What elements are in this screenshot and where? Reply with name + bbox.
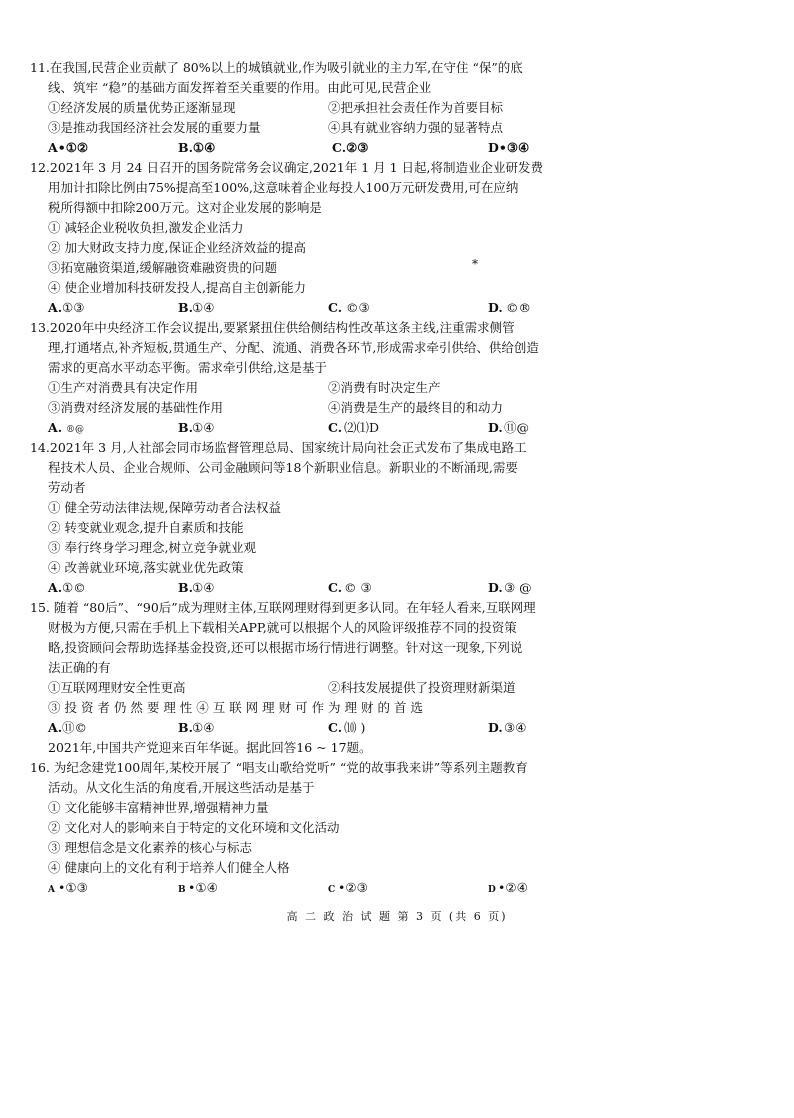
q11-option-1: ①经济发展的质量优势正逐渐显现 [48,100,236,115]
q12-answers [0,298,794,318]
q12-choice-d: ©® [506,300,531,315]
q12-option-row1 [0,218,794,238]
q14-stem-cont2 [0,478,794,498]
q16-choice-b: •①④ [188,880,218,895]
q16-choice-a-label: A [48,885,55,895]
q13-stem [0,318,794,338]
q14-choice-a: ①© [62,580,86,595]
q14-stem [0,438,794,458]
q11-choice-c: C.②③ [332,140,369,155]
q15-stem [0,598,794,618]
q14-choice-b-label: B. [178,580,193,595]
q12-choice-c: ©③ [346,300,370,315]
q11-choice-b: B.①④ [178,140,216,155]
group-intro [0,738,794,758]
q15-option-3-4: ③ 投 资 者 仍 然 要 理 性 ④ 互 联 网 理 财 可 作 为 理 财 的 首 选 [48,700,423,715]
q15-choice-d-label: D. [488,720,503,735]
q13-choice-b-label: B. [178,420,193,435]
q14-option-3: ③ 奉行终身学习理念,树立竞争就业观 [48,540,256,555]
q16-answers [0,878,794,898]
q16-stem-cont1 [0,778,794,798]
q13-options-row2 [0,398,794,418]
q16-choice-c-label: C [328,885,336,895]
q11-stem [0,58,794,78]
q14-stem-line1: 14.2021年 3 月,人社部会同市场监督管理总局、国家统计局向社会正式发布了集成电路工 [30,440,527,455]
q13-choice-d-label: D. [488,420,503,435]
q15-options-row2 [0,698,794,718]
q12-choice-c-label: C. [328,300,343,315]
q14-option-row3 [0,538,794,558]
q15-stem-cont2 [0,638,794,658]
q12-stem-cont1 [0,178,794,198]
q14-choice-d-label: D. [488,580,503,595]
q16-stem-line2: 活动。从文化生活的角度看,开展这些活动是基于 [48,780,315,795]
q15-choice-a: ⑪© [62,720,88,735]
q14-choice-c-label: C. [328,580,343,595]
q12-choice-d-label: D. [488,300,503,315]
q11-stem-line1: 11.在我国,民营企业贡献了 80%以上的城镇就业,作为吸引就业的主力军,在守住 “保”的底 [30,60,523,75]
q13-option-4: ④消费是生产的最终目的和动力 [328,400,504,415]
q12-option-3: ③拓宽融资渠道,缓解融资难融资贵的问题 [48,260,277,275]
q13-stem-cont1 [0,338,794,358]
q11-option-3: ③是推动我国经济社会发展的重要力量 [48,120,261,135]
q14-stem-line3: 劳动者 [48,480,86,495]
q13-option-3: ③消费对经济发展的基础性作用 [48,400,224,415]
q16-choice-a: •①③ [58,880,88,895]
q11-stem-line2: 线、筑牢 “稳”的基础方面发挥着至关重要的作用。由此可见,民营企业 [48,80,432,95]
q12-choice-a: ①③ [62,300,85,315]
q14-option-2: ② 转变就业观念,提升自素质和技能 [48,520,244,535]
q12-option-row3 [0,258,794,278]
q16-choice-c: •②③ [338,880,368,895]
q16-stem-line1: 16. 为纪念建党100周年,某校开展了 “唱支山歌给党听” “党的故事我来讲”等系列主题教育 [30,760,528,775]
q15-stem-line2: 财极为方便,只需在手机上下载相关APP,就可以根据个人的风险评级推荐不同的投资策 [48,620,517,635]
q15-stem-line3: 略,投资顾问会帮助选择基金投资,还可以根据市场行情进行调整。针对这一现象,下列说 [48,640,523,655]
q15-stem-cont1 [0,618,794,638]
q15-choice-a-label: A. [48,720,63,735]
q15-option-1: ①互联网理财安全性更高 [48,680,186,695]
q14-choice-b: ①④ [192,580,215,595]
q11-stem-cont [0,78,794,98]
q13-stem-line3: 需求的更高水平动态平衡。需求牵引供给,这是基于 [48,360,327,375]
q13-choice-d: ⑪@ [504,420,530,435]
q15-answers [0,718,794,738]
q11-choice-d: D•③④ [488,140,530,155]
q16-option-1: ① 文化能够丰富精神世界,增强精神力量 [48,800,269,815]
q15-choice-c-label: C. [328,720,343,735]
q13-option-2: ②消费有时决定生产 [328,380,441,395]
q15-options-row1 [0,678,794,698]
q14-option-1: ① 健全劳动法律法规,保障劳动者合法权益 [48,500,281,515]
q11-choice-a: A•①② [48,140,89,155]
q15-option-2: ②科技发展提供了投资理财新渠道 [328,680,516,695]
q12-stem-line1: 12.2021年 3 月 24 日召开的国务院常务会议确定,2021年 1 月 1 日起,将制造业企业研发费 [30,160,544,175]
q15-choice-b: ①④ [192,720,215,735]
q12-option-2: ② 加大财政支持力度,保证企业经济效益的提高 [48,240,306,255]
q11-options-row1 [0,98,794,118]
q15-stem-line4: 法正确的有 [48,660,111,675]
q13-choice-b: ①④ [192,420,215,435]
q12-stem-line3: 税所得额中扣除200万元。这对企业发展的影响是 [48,200,322,215]
q14-option-row1 [0,498,794,518]
q13-stem-cont2 [0,358,794,378]
q13-choice-a-label: A. [48,420,63,435]
q13-options-row1 [0,378,794,398]
q15-stem-cont3 [0,658,794,678]
q16-choice-d: •②④ [498,880,528,895]
q16-option-row2 [0,818,794,838]
q12-option-row4 [0,278,794,298]
q16-option-row3 [0,838,794,858]
q12-choice-b: ①④ [192,300,215,315]
q16-option-row4 [0,858,794,878]
q13-answers [0,418,794,438]
q16-stem [0,758,794,778]
q12-stem-cont2 [0,198,794,218]
q12-option-row2 [0,238,794,258]
q12-option-4: ④ 使企业增加科技研发投人,提高自主创新能力 [48,280,306,295]
q16-choice-d-label: D [488,885,496,895]
q14-option-row2 [0,518,794,538]
q14-stem-cont1 [0,458,794,478]
q12-choice-a-label: A. [48,300,63,315]
q15-choice-b-label: B. [178,720,193,735]
q11-option-4: ④具有就业容纳力强的显著特点 [328,120,504,135]
q14-choice-c: © ③ [344,580,372,595]
q15-choice-c: ⑽ ) [344,720,366,735]
q13-stem-line1: 13.2020年中央经济工作会议提出,要紧紧扭住供给侧结构性改革这条主线,注重需求侧管 [30,320,515,335]
q16-option-row1 [0,798,794,818]
q14-option-row4 [0,558,794,578]
q14-choice-d: ③ @ [504,580,532,595]
q12-stem-line2: 用加计扣除比例由75%提高至100%,这意味着企业每投人100万元研发费用,可在应纳 [48,180,519,195]
page-footer: 高 二 政 治 试 题 第 3 页 (共 6 页) [286,910,508,923]
q15-choice-d: ③④ [504,720,527,735]
q16-choice-b-label: B [178,885,186,895]
q16-option-3: ③ 理想信念是文化素养的核心与标志 [48,840,252,855]
q11-answers [0,138,794,158]
q13-choice-c: ⑵⑴D [344,420,380,435]
q13-choice-a: ®@ [66,425,84,435]
q16-option-4: ④ 健康向上的文化有利于培养人们健全人格 [48,860,290,875]
q12-option-1: ① 减轻企业税收负担,激发企业活力 [48,220,244,235]
q14-option-4: ④ 改善就业环境,落实就业优先政策 [48,560,244,575]
q13-option-1: ①生产对消费具有决定作用 [48,380,199,395]
group-intro-text: 2021年,中国共产党迎来百年华诞。据此回答16 ~ 17题。 [48,740,372,755]
stray-asterisk-mark: * [472,257,478,271]
q15-stem-line1: 15. 随着 “80后”、“90后”成为理财主体,互联网理财得到更多认同。在年轻人看来,互联网理 [30,600,536,615]
q14-choice-a-label: A. [48,580,63,595]
q14-answers [0,578,794,598]
q11-options-row2 [0,118,794,138]
q12-stem [0,158,794,178]
q13-choice-c-label: C. [328,420,343,435]
q11-option-2: ②把承担社会责任作为首要目标 [328,100,504,115]
q13-stem-line2: 理,打通堵点,补齐短板,贯通生产、分配、流通、消费各环节,形成需求牵引供给、供给创造 [48,340,539,355]
q12-choice-b-label: B. [178,300,193,315]
q14-stem-line2: 程技术人员、企业合规师、公司金融顾问等18个新职业信息。新职业的不断涌现,需要 [48,460,518,475]
q16-option-2: ② 文化对人的影响来自于特定的文化环境和文化活动 [48,820,340,835]
